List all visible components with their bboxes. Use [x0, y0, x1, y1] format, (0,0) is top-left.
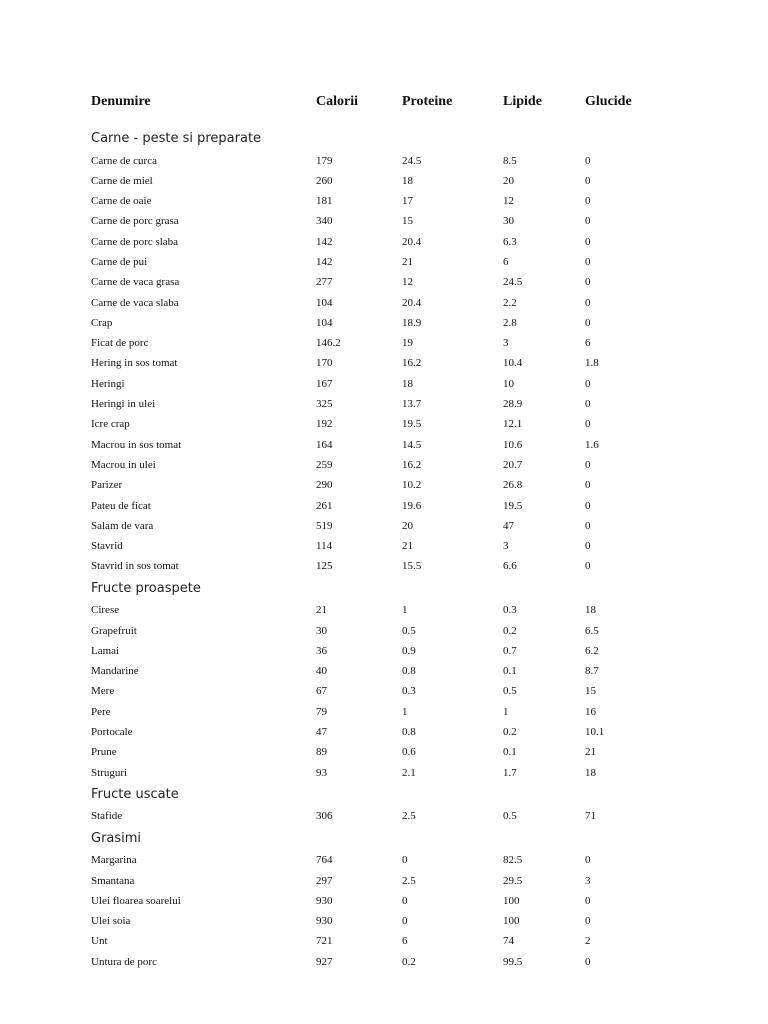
cell-denumire: Lamai — [91, 644, 120, 657]
cell-proteine: 20.4 — [402, 296, 422, 309]
cell-lipide: 0.2 — [503, 726, 517, 739]
section-title — [0, 577, 768, 601]
cell-denumire: Stavrid in sos tomat — [91, 560, 179, 573]
table-row — [0, 496, 768, 516]
header-glucide: Glucide — [585, 94, 632, 109]
table-row — [0, 516, 768, 536]
cell-proteine: 0.9 — [402, 644, 416, 657]
cell-calorii: 721 — [316, 935, 333, 948]
cell-glucide: 0 — [585, 195, 591, 208]
cell-calorii: 114 — [316, 540, 333, 553]
cell-lipide: 2.8 — [503, 316, 517, 329]
cell-proteine: 15.5 — [402, 560, 422, 573]
cell-lipide: 10 — [503, 377, 514, 390]
cell-proteine: 2.5 — [402, 874, 416, 887]
cell-denumire: Carne de curca — [91, 154, 157, 167]
cell-calorii: 259 — [316, 458, 333, 471]
cell-glucide: 0 — [585, 854, 591, 867]
cell-glucide: 0 — [585, 255, 591, 268]
table-row — [0, 293, 768, 313]
nutrition-table — [0, 127, 768, 972]
table-row — [0, 353, 768, 373]
cell-glucide: 8.7 — [585, 665, 599, 678]
header-proteine: Proteine — [402, 94, 453, 109]
cell-proteine: 0 — [402, 854, 408, 867]
table-row — [0, 435, 768, 455]
cell-denumire: Mandarine — [91, 665, 139, 678]
header-denumire: Denumire — [91, 94, 151, 109]
cell-lipide: 3 — [503, 540, 509, 553]
cell-calorii: 927 — [316, 955, 333, 968]
cell-denumire: Macrou in sos tomat — [91, 438, 182, 451]
cell-lipide: 28.9 — [503, 398, 523, 411]
cell-proteine: 24.5 — [402, 154, 422, 167]
cell-lipide: 0.5 — [503, 810, 517, 823]
cell-glucide: 0 — [585, 560, 591, 573]
cell-lipide: 12 — [503, 195, 514, 208]
cell-denumire: Crap — [91, 316, 113, 329]
cell-lipide: 0.2 — [503, 624, 517, 637]
table-row — [0, 621, 768, 641]
cell-calorii: 340 — [316, 215, 333, 228]
cell-lipide: 0.3 — [503, 604, 517, 617]
cell-lipide: 10.6 — [503, 438, 523, 451]
cell-glucide: 0 — [585, 235, 591, 248]
cell-lipide: 1 — [503, 705, 509, 718]
cell-denumire: Carne de vaca grasa — [91, 276, 180, 289]
cell-denumire: Pere — [91, 705, 111, 718]
cell-glucide: 0 — [585, 174, 591, 187]
table-row — [0, 911, 768, 931]
cell-calorii: 179 — [316, 154, 333, 167]
cell-denumire: Ulei soia — [91, 915, 131, 928]
cell-lipide: 0.7 — [503, 644, 517, 657]
cell-denumire: Grapefruit — [91, 624, 137, 637]
cell-calorii: 297 — [316, 874, 333, 887]
cell-proteine: 18.9 — [402, 316, 422, 329]
cell-denumire: Ulei floarea soarelui — [91, 894, 181, 907]
section-title-text: Fructe uscate — [91, 786, 179, 802]
cell-glucide: 2 — [585, 935, 591, 948]
table-row — [0, 952, 768, 972]
cell-lipide: 74 — [503, 935, 514, 948]
table-row — [0, 806, 768, 826]
cell-glucide: 0 — [585, 316, 591, 329]
cell-proteine: 0.2 — [402, 955, 416, 968]
cell-glucide: 0 — [585, 479, 591, 492]
cell-glucide: 0 — [585, 418, 591, 431]
cell-glucide: 0 — [585, 215, 591, 228]
cell-glucide: 0 — [585, 540, 591, 553]
cell-lipide: 1.7 — [503, 766, 517, 779]
cell-proteine: 19.5 — [402, 418, 422, 431]
table-row — [0, 763, 768, 783]
cell-lipide: 12.1 — [503, 418, 523, 431]
cell-denumire: Carne de miel — [91, 174, 153, 187]
cell-proteine: 20 — [402, 519, 413, 532]
cell-lipide: 20.7 — [503, 458, 523, 471]
cell-proteine: 0.8 — [402, 726, 416, 739]
cell-calorii: 21 — [316, 604, 327, 617]
cell-proteine: 0.5 — [402, 624, 416, 637]
header-lipide: Lipide — [503, 94, 542, 109]
cell-lipide: 29.5 — [503, 874, 523, 887]
cell-denumire: Salam de vara — [91, 519, 154, 532]
cell-denumire: Carne de oaie — [91, 195, 152, 208]
table-row — [0, 333, 768, 353]
cell-calorii: 47 — [316, 726, 327, 739]
cell-calorii: 306 — [316, 810, 333, 823]
cell-glucide: 6 — [585, 337, 591, 350]
cell-lipide: 82.5 — [503, 854, 523, 867]
cell-lipide: 30 — [503, 215, 514, 228]
cell-glucide: 0 — [585, 499, 591, 512]
table-row — [0, 536, 768, 556]
cell-calorii: 170 — [316, 357, 333, 370]
cell-denumire: Icre crap — [91, 418, 130, 431]
cell-denumire: Carne de porc slaba — [91, 235, 179, 248]
table-row — [0, 151, 768, 171]
cell-calorii: 260 — [316, 174, 333, 187]
cell-denumire: Carne de vaca slaba — [91, 296, 179, 309]
cell-lipide: 3 — [503, 337, 509, 350]
cell-calorii: 30 — [316, 624, 327, 637]
cell-calorii: 67 — [316, 685, 327, 698]
cell-proteine: 2.5 — [402, 810, 416, 823]
cell-denumire: Struguri — [91, 766, 128, 779]
section-title — [0, 127, 768, 151]
cell-calorii: 125 — [316, 560, 333, 573]
cell-glucide: 16 — [585, 705, 596, 718]
table-row — [0, 702, 768, 722]
cell-glucide: 0 — [585, 894, 591, 907]
cell-calorii: 36 — [316, 644, 327, 657]
cell-calorii: 104 — [316, 296, 333, 309]
cell-calorii: 181 — [316, 195, 333, 208]
cell-proteine: 16.2 — [402, 458, 422, 471]
table-row — [0, 272, 768, 292]
table-row — [0, 394, 768, 414]
cell-glucide: 0 — [585, 955, 591, 968]
table-row — [0, 414, 768, 434]
cell-denumire: Smantana — [91, 874, 135, 887]
table-row — [0, 455, 768, 475]
cell-proteine: 17 — [402, 195, 413, 208]
cell-denumire: Mere — [91, 685, 115, 698]
cell-calorii: 764 — [316, 854, 333, 867]
cell-lipide: 20 — [503, 174, 514, 187]
cell-proteine: 21 — [402, 255, 413, 268]
cell-lipide: 0.5 — [503, 685, 517, 698]
cell-denumire: Stafide — [91, 810, 123, 823]
table-row — [0, 211, 768, 231]
cell-proteine: 18 — [402, 377, 413, 390]
table-row — [0, 891, 768, 911]
table-row — [0, 681, 768, 701]
cell-proteine: 18 — [402, 174, 413, 187]
cell-denumire: Carne de porc grasa — [91, 215, 179, 228]
cell-denumire: Margarina — [91, 854, 137, 867]
cell-calorii: 104 — [316, 316, 333, 329]
cell-lipide: 0.1 — [503, 665, 517, 678]
table-row — [0, 661, 768, 681]
section-title-text: Fructe proaspete — [91, 580, 201, 596]
cell-lipide: 99.5 — [503, 955, 523, 968]
cell-calorii: 290 — [316, 479, 333, 492]
cell-calorii: 277 — [316, 276, 333, 289]
cell-denumire: Cirese — [91, 604, 120, 617]
cell-proteine: 10.2 — [402, 479, 422, 492]
cell-denumire: Unt — [91, 935, 108, 948]
table-header — [0, 94, 768, 116]
table-row — [0, 232, 768, 252]
table-row — [0, 556, 768, 576]
cell-proteine: 1 — [402, 604, 408, 617]
cell-lipide: 0.1 — [503, 746, 517, 759]
cell-lipide: 47 — [503, 519, 514, 532]
cell-calorii: 519 — [316, 519, 333, 532]
cell-glucide: 0 — [585, 458, 591, 471]
cell-calorii: 164 — [316, 438, 333, 451]
cell-proteine: 15 — [402, 215, 413, 228]
table-row — [0, 641, 768, 661]
cell-glucide: 1.6 — [585, 438, 599, 451]
table-row — [0, 600, 768, 620]
cell-calorii: 142 — [316, 235, 333, 248]
section-title — [0, 783, 768, 807]
cell-proteine: 0.8 — [402, 665, 416, 678]
cell-denumire: Untura de porc — [91, 955, 157, 968]
cell-proteine: 0.6 — [402, 746, 416, 759]
cell-glucide: 6.2 — [585, 644, 599, 657]
table-row — [0, 931, 768, 951]
cell-denumire: Ficat de porc — [91, 337, 149, 350]
cell-glucide: 1.8 — [585, 357, 599, 370]
cell-glucide: 10.1 — [585, 726, 605, 739]
cell-calorii: 146.2 — [316, 337, 341, 350]
table-row — [0, 313, 768, 333]
cell-denumire: Portocale — [91, 726, 133, 739]
cell-proteine: 0.3 — [402, 685, 416, 698]
cell-glucide: 3 — [585, 874, 591, 887]
cell-lipide: 10.4 — [503, 357, 523, 370]
cell-proteine: 0 — [402, 915, 408, 928]
cell-calorii: 89 — [316, 746, 327, 759]
cell-glucide: 18 — [585, 604, 596, 617]
cell-calorii: 167 — [316, 377, 333, 390]
section-title-text: Carne - peste si preparate — [91, 131, 262, 146]
cell-lipide: 24.5 — [503, 276, 523, 289]
table-row — [0, 475, 768, 495]
table-row — [0, 850, 768, 870]
cell-glucide: 0 — [585, 377, 591, 390]
cell-denumire: Pateu de ficat — [91, 499, 151, 512]
cell-lipide: 2.2 — [503, 296, 517, 309]
cell-glucide: 0 — [585, 154, 591, 167]
cell-denumire: Heringi — [91, 377, 125, 390]
cell-denumire: Prune — [91, 746, 117, 759]
cell-calorii: 192 — [316, 418, 333, 431]
cell-calorii: 93 — [316, 766, 327, 779]
cell-calorii: 325 — [316, 398, 333, 411]
cell-denumire: Macrou in ulei — [91, 458, 156, 471]
cell-proteine: 19.6 — [402, 499, 422, 512]
cell-denumire: Carne de pui — [91, 255, 148, 268]
cell-calorii: 930 — [316, 894, 333, 907]
cell-glucide: 15 — [585, 685, 596, 698]
cell-lipide: 26.8 — [503, 479, 523, 492]
cell-lipide: 6.3 — [503, 235, 517, 248]
cell-calorii: 142 — [316, 255, 333, 268]
cell-lipide: 6.6 — [503, 560, 517, 573]
cell-proteine: 1 — [402, 705, 408, 718]
table-row — [0, 742, 768, 762]
cell-glucide: 0 — [585, 519, 591, 532]
cell-denumire: Parizer — [91, 479, 123, 492]
cell-calorii: 40 — [316, 665, 327, 678]
cell-lipide: 6 — [503, 255, 509, 268]
cell-glucide: 71 — [585, 810, 596, 823]
cell-lipide: 100 — [503, 915, 520, 928]
cell-lipide: 19.5 — [503, 499, 523, 512]
cell-proteine: 13.7 — [402, 398, 422, 411]
cell-calorii: 79 — [316, 705, 327, 718]
table-row — [0, 374, 768, 394]
table-row — [0, 722, 768, 742]
cell-proteine: 2.1 — [402, 766, 416, 779]
cell-proteine: 14.5 — [402, 438, 422, 451]
cell-proteine: 12 — [402, 276, 413, 289]
cell-proteine: 16.2 — [402, 357, 422, 370]
cell-proteine: 21 — [402, 540, 413, 553]
table-row — [0, 171, 768, 191]
cell-proteine: 19 — [402, 337, 413, 350]
table-row — [0, 252, 768, 272]
cell-glucide: 0 — [585, 296, 591, 309]
cell-glucide: 18 — [585, 766, 596, 779]
cell-glucide: 21 — [585, 746, 596, 759]
cell-denumire: Stavrid — [91, 540, 123, 553]
cell-proteine: 0 — [402, 894, 408, 907]
cell-calorii: 261 — [316, 499, 333, 512]
cell-glucide: 0 — [585, 915, 591, 928]
cell-proteine: 20.4 — [402, 235, 422, 248]
cell-calorii: 930 — [316, 915, 333, 928]
table-row — [0, 871, 768, 891]
cell-glucide: 6.5 — [585, 624, 599, 637]
cell-lipide: 8.5 — [503, 154, 517, 167]
cell-denumire: Heringi in ulei — [91, 398, 156, 411]
section-title — [0, 827, 768, 851]
cell-glucide: 0 — [585, 276, 591, 289]
cell-lipide: 100 — [503, 894, 520, 907]
header-calorii: Calorii — [316, 94, 358, 109]
cell-denumire: Hering in sos tomat — [91, 357, 178, 370]
cell-glucide: 0 — [585, 398, 591, 411]
cell-proteine: 6 — [402, 935, 408, 948]
table-row — [0, 191, 768, 211]
section-title-text: Grasimi — [91, 830, 142, 846]
